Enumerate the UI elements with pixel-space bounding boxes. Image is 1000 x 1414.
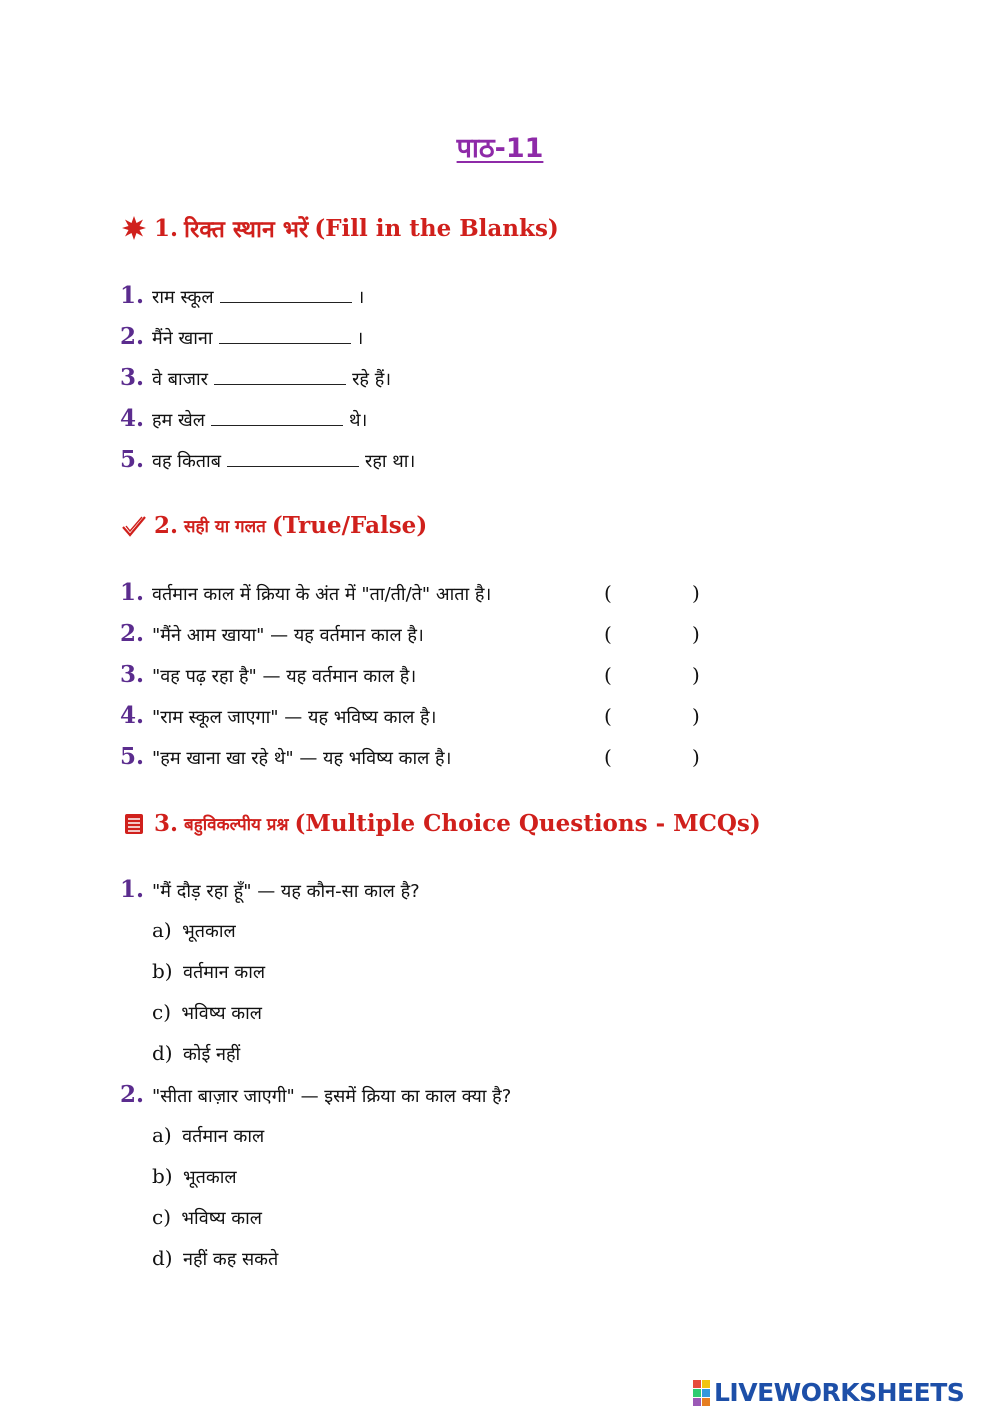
option-letter: b) [152,959,173,983]
true-false-question [120,702,436,729]
question-number: 4. [120,405,145,432]
true-false-question [120,579,491,606]
question-text: "वह पढ़ रहा है" — यह वर्तमान काल है। [152,666,417,687]
mcq-option[interactable] [152,1164,237,1189]
section-heading-true-false [120,512,427,539]
mcq-question [120,876,420,903]
true-false-question [120,743,451,770]
question-number: 3. [120,661,145,688]
section-heading-fill-blanks [120,212,559,244]
option-text: भूतकाल [182,921,236,942]
option-letter: a) [152,1123,172,1147]
question-text: हम खेल [152,410,205,431]
mcq-option[interactable] [152,918,236,943]
question-suffix: । [357,287,365,308]
question-text: मैंने खाना [152,328,213,349]
mcq-option[interactable] [152,1205,262,1230]
book-icon [120,811,148,837]
true-false-question [120,620,424,647]
logo-mark-icon [693,1380,710,1406]
question-text: "मैंने आम खाया" — यह वर्तमान काल है। [152,625,424,646]
section-hindi-title: रिक्त स्थान भरें [184,217,309,243]
question-number: 5. [120,446,145,473]
answer-close-paren: ) [692,622,700,646]
question-number: 1. [120,282,145,309]
question-number: 5. [120,743,145,770]
mcq-option[interactable] [152,1123,264,1148]
question-text: "हम खाना खा रहे थे" — यह भविष्य काल है। [152,748,452,769]
question-text: "राम स्कूल जाएगा" — यह भविष्य काल है। [152,707,437,728]
blank-question [120,323,363,350]
mcq-option[interactable] [152,1246,278,1271]
section-hindi-title: बहुविकल्पीय प्रश्न [184,815,289,835]
blank-field[interactable] [214,383,346,385]
option-letter: a) [152,918,172,942]
option-text: कोई नहीं [182,1044,241,1065]
liveworksheets-logo [693,1378,964,1407]
mcq-option[interactable] [152,959,265,984]
mcq-option[interactable] [152,1041,240,1066]
option-text: भविष्य काल [181,1208,262,1229]
answer-close-paren: ) [692,581,700,605]
checkmark-icon [120,513,148,539]
answer-open-paren: ( [604,581,612,605]
blank-field[interactable] [227,465,359,467]
answer-close-paren: ) [692,745,700,769]
blank-question [120,282,364,309]
option-letter: d) [152,1041,173,1065]
blank-question [120,446,415,473]
option-text: भूतकाल [182,1167,237,1188]
question-number: 3. [120,364,145,391]
question-number: 1. [120,876,145,903]
question-number: 4. [120,702,145,729]
question-text: "मैं दौड़ रहा हूँ" — यह कौन-सा काल है? [152,881,420,902]
starburst-icon [120,215,148,241]
option-letter: c) [152,1000,172,1024]
question-text: राम स्कूल [152,287,214,308]
question-number: 2. [120,323,145,350]
answer-open-paren: ( [604,622,612,646]
blank-field[interactable] [219,342,351,344]
question-number: 1. [120,579,145,606]
mcq-question [120,1081,511,1108]
answer-open-paren: ( [604,704,612,728]
option-letter: c) [152,1205,172,1229]
answer-close-paren: ) [692,704,700,728]
mcq-option[interactable] [152,1000,262,1025]
section-number: 3. [154,810,179,837]
blank-field[interactable] [220,301,352,303]
option-letter: d) [152,1246,173,1270]
question-number: 2. [120,1081,145,1108]
blank-field[interactable] [211,424,343,426]
blank-question [120,364,391,391]
question-suffix: थे। [348,410,368,431]
section-english-title: (Fill in the Blanks) [314,214,559,242]
option-text: वर्तमान काल [182,962,266,983]
option-text: भविष्य काल [181,1003,262,1024]
section-heading-mcq [120,810,761,837]
question-text: वे बाजार [152,369,209,390]
logo-wordmark: LIVEWORKSHEETS [714,1378,965,1407]
section-english-title: (Multiple Choice Questions - MCQs) [294,810,761,837]
question-suffix: रहे हैं। [352,369,392,390]
question-suffix: । [356,328,364,349]
section-number: 1. [154,214,179,242]
option-letter: b) [152,1164,173,1188]
option-text: वर्तमान काल [182,1126,265,1147]
section-number: 2. [154,512,179,539]
question-number: 2. [120,620,145,647]
page-title: पाठ-11 [456,133,544,164]
section-english-title: (True/False) [271,512,428,539]
question-text: वह किताब [152,451,221,472]
answer-open-paren: ( [604,745,612,769]
question-text: "सीता बाज़ार जाएगी" — इसमें क्रिया का काल क्या है? [152,1086,512,1107]
question-suffix: रहा था। [364,451,416,472]
answer-open-paren: ( [604,663,612,687]
question-text: वर्तमान काल में क्रिया के अंत में "ता/ती/ते" आता है। [152,584,492,605]
true-false-question [120,661,416,688]
blank-question [120,405,367,432]
option-text: नहीं कह सकते [182,1249,279,1270]
answer-close-paren: ) [692,663,700,687]
section-hindi-title: सही या गलत [184,517,266,537]
